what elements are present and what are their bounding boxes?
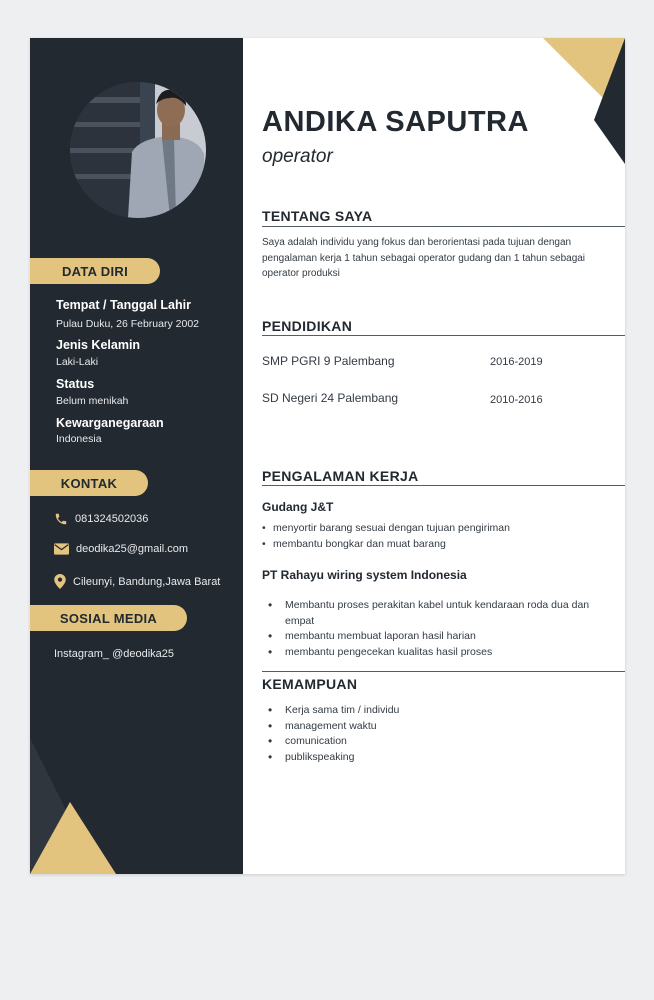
field-label-gender: Jenis Kelamin xyxy=(56,338,141,352)
field-value-nationality: Indonesia xyxy=(56,433,102,445)
field-value-birth: Pulau Duku, 26 February 2002 xyxy=(56,318,200,330)
list-item: • membantu bongkar dan muat barang xyxy=(262,537,612,553)
job-company: PT Rahayu wiring system Indonesia xyxy=(262,568,467,582)
contact-location xyxy=(54,574,220,589)
job-company: Gudang J&T xyxy=(262,500,334,514)
location-text: Cileunyi, Bandung,Jawa Barat xyxy=(73,575,221,588)
resume-page xyxy=(30,38,625,874)
list-item: • membantu membuat laporan hasil harian xyxy=(266,629,606,645)
contact-email xyxy=(54,543,188,555)
contact-phone xyxy=(54,512,148,526)
main-content xyxy=(243,38,625,874)
education-years: 2016-2019 xyxy=(490,356,543,368)
skills-list xyxy=(266,703,566,765)
sidebar xyxy=(30,38,243,874)
job-task-list xyxy=(262,521,612,552)
section-experience-title: PENGALAMAN KERJA xyxy=(262,468,419,484)
list-item: • comunication xyxy=(266,734,566,750)
field-value-gender: Laki-Laki xyxy=(56,356,99,368)
phone-number: 081324502036 xyxy=(75,513,149,525)
job-task-list xyxy=(266,598,606,660)
section-kontak-title: KONTAK xyxy=(30,470,148,496)
section-data-diri-title: DATA DIRI xyxy=(30,258,160,284)
list-item: • Kerja sama tim / individu xyxy=(266,703,566,719)
divider xyxy=(262,485,625,486)
candidate-role: operator xyxy=(262,146,333,167)
field-label-birth: Tempat / Tanggal Lahir xyxy=(56,298,191,312)
section-education-title: PENDIDIKAN xyxy=(262,318,353,334)
list-item: • Membantu proses perakitan kabel untuk kendaraan roda dua dan empat xyxy=(266,598,606,629)
decorative-corner xyxy=(543,38,625,164)
section-about-title: TENTANG SAYA xyxy=(262,208,373,224)
field-value-status: Belum menikah xyxy=(56,395,129,407)
profile-photo xyxy=(70,82,206,218)
email-address: deodika25@gmail.com xyxy=(76,543,189,555)
decorative-triangles xyxy=(30,738,243,874)
education-years: 2010-2016 xyxy=(490,394,543,406)
list-item: • publikspeaking xyxy=(266,750,566,766)
divider xyxy=(262,335,625,336)
mail-icon xyxy=(54,543,69,555)
list-item: • membantu pengecekan kualitas hasil proses xyxy=(266,645,606,661)
field-label-status: Status xyxy=(56,377,95,391)
field-label-nationality: Kewarganegaraan xyxy=(56,416,164,430)
instagram-handle: Instagram_ @deodika25 xyxy=(54,648,175,660)
phone-icon xyxy=(54,512,68,526)
list-item: • menyortir barang sesuai dengan tujuan pengiriman xyxy=(262,521,612,537)
location-icon xyxy=(54,574,66,589)
list-item: • management waktu xyxy=(266,719,566,735)
candidate-name: ANDIKA SAPUTRA xyxy=(262,106,529,138)
divider xyxy=(262,671,625,672)
divider xyxy=(262,226,625,227)
about-text: Saya adalah individu yang fokus dan berorientasi pada tujuan dengan pengalaman kerja 1 tahun sebagai operator gudang dan 1 tahun sebagai operator produksi xyxy=(262,237,586,279)
section-skills-title: KEMAMPUAN xyxy=(262,676,358,692)
section-sosial-media-title: SOSIAL MEDIA xyxy=(30,605,187,631)
education-school: SMP PGRI 9 Palembang xyxy=(262,354,395,368)
education-school: SD Negeri 24 Palembang xyxy=(262,391,399,405)
